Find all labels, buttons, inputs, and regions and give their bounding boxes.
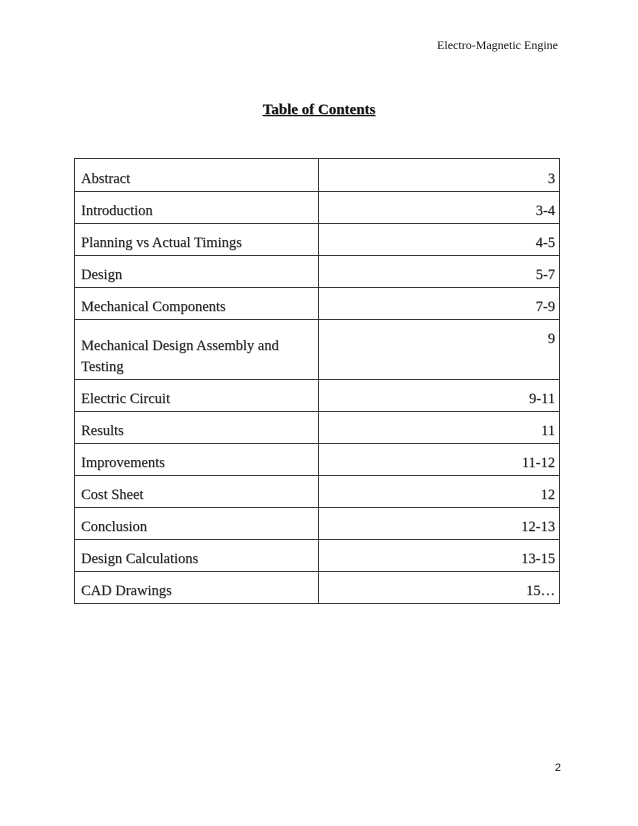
toc-section: Mechanical Design Assembly and Testing — [75, 320, 319, 380]
toc-pages: 4-5 — [319, 224, 560, 256]
table-row — [75, 380, 560, 412]
toc-pages: 12 — [319, 476, 560, 508]
toc-pages: 9 — [319, 320, 560, 380]
toc-section: Improvements — [75, 444, 319, 476]
table-row — [75, 256, 560, 288]
toc-pages: 9-11 — [319, 380, 560, 412]
table-row — [75, 444, 560, 476]
toc-section: Abstract — [75, 159, 319, 192]
toc-pages: 7-9 — [319, 288, 560, 320]
toc-section: Design — [75, 256, 319, 288]
toc-pages: 5-7 — [319, 256, 560, 288]
toc-section: Mechanical Components — [75, 288, 319, 320]
toc-pages: 15… — [319, 572, 560, 604]
table-row — [75, 159, 560, 192]
toc-pages: 3 — [319, 159, 560, 192]
toc-section: Introduction — [75, 192, 319, 224]
page-number: 2 — [554, 762, 561, 774]
table-row — [75, 572, 560, 604]
table-of-contents — [74, 158, 560, 604]
table-row — [75, 192, 560, 224]
table-row — [75, 224, 560, 256]
toc-section: Results — [75, 412, 319, 444]
toc-section: Planning vs Actual Timings — [75, 224, 319, 256]
toc-pages: 11 — [319, 412, 560, 444]
toc-pages: 11-12 — [319, 444, 560, 476]
table-row — [75, 508, 560, 540]
toc-section: Cost Sheet — [75, 476, 319, 508]
toc-section: CAD Drawings — [75, 572, 319, 604]
page-title: Table of Contents — [262, 102, 376, 118]
toc-section: Electric Circuit — [75, 380, 319, 412]
running-header: Electro-Magnetic Engine — [437, 38, 558, 52]
table-row — [75, 288, 560, 320]
table-row — [75, 540, 560, 572]
table-row — [75, 476, 560, 508]
toc-pages: 12-13 — [319, 508, 560, 540]
toc-pages: 3-4 — [319, 192, 560, 224]
table-row — [75, 320, 560, 380]
toc-pages: 13-15 — [319, 540, 560, 572]
toc-section: Conclusion — [75, 508, 319, 540]
toc-section: Design Calculations — [75, 540, 319, 572]
table-row — [75, 412, 560, 444]
